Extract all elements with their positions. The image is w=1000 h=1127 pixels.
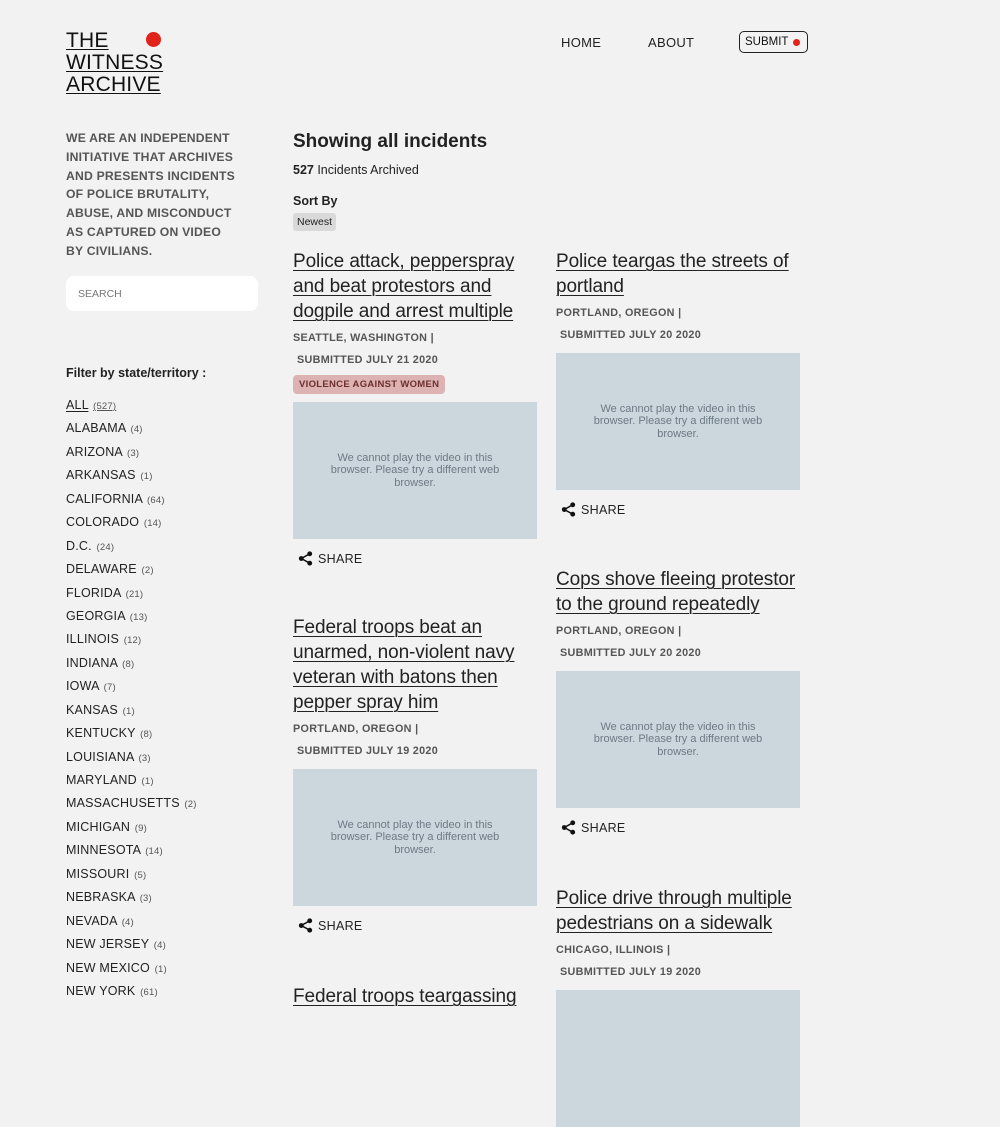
state-name: ILLINOIS [66,632,120,647]
state-count: (64) [147,494,165,506]
state-count: (1) [140,471,153,483]
video-message: We cannot play the video in this browser. Please try a different web browser. [593,402,763,440]
video-player[interactable] [293,769,537,906]
incident-location: PORTLAND, OREGON | [556,625,682,637]
logo-line-3: ARCHIVE [66,73,161,96]
share-icon [561,502,576,517]
state-name: KENTUCKY [66,726,136,741]
video-message: We cannot play the video in this browser. Please try a different web browser. [593,720,763,758]
submit-button[interactable] [739,31,808,53]
share-button[interactable] [561,820,800,835]
state-count: (4) [121,916,134,928]
share-icon [298,551,313,566]
video-player[interactable] [556,353,800,490]
state-name: NEW JERSEY [66,937,150,952]
state-filter-item[interactable] [66,586,197,609]
incident-date: SUBMITTED JULY 19 2020 [560,966,702,978]
logo-dot-icon [146,32,161,47]
share-button[interactable] [298,918,537,933]
state-name: ARKANSAS [66,468,136,483]
share-icon [298,918,313,933]
state-filter-item[interactable] [66,539,197,562]
state-name: IOWA [66,679,99,694]
state-count: (5) [134,869,147,881]
intro-text: WE ARE AN INDEPENDENT INITIATIVE THAT ARCHIVES AND PRESENTS INCIDENTS OF POLICE BRUTALITY, ABUSE, AND MISCONDUCT AS CAPTURED ON VIDEO BY CIVILIANS. [66,131,235,258]
state-name: MISSOURI [66,866,130,881]
state-count: (4) [130,424,143,436]
state-count: (12) [123,635,142,647]
state-name: COLORADO [66,515,140,530]
state-count: (3) [139,893,152,905]
sort-label: Sort By [293,194,338,208]
state-filter-item[interactable] [66,679,197,702]
incident-tag[interactable]: VIOLENCE AGAINST WOMEN [293,375,445,394]
state-filter-item[interactable] [66,421,197,444]
nav-about-link[interactable]: ABOUT [648,35,695,50]
state-filter-item[interactable] [66,937,197,960]
state-filter-item[interactable] [66,492,197,515]
state-filter-item[interactable] [66,773,197,796]
video-player[interactable] [293,402,537,539]
state-filter-item[interactable] [66,961,197,984]
logo-line-2: WITNESS [66,51,164,74]
incident-card [293,984,537,1009]
state-name: MASSACHUSETTS [66,796,180,811]
incident-title-link[interactable]: Cops shove fleeing protestor to the ground repeatedly [556,569,796,615]
share-button[interactable] [298,551,537,566]
state-name: MARYLAND [66,773,137,787]
incident-date: SUBMITTED JULY 19 2020 [297,745,439,757]
state-name: FLORIDA [66,585,121,600]
state-name: D.C. [66,538,92,553]
incident-count-number: 527 [293,163,314,177]
share-label: SHARE [581,502,626,517]
video-message: We cannot play the video in this browser. Please try a different web browser. [330,818,500,856]
video-player[interactable] [556,671,800,808]
state-name: KANSAS [66,702,118,717]
video-player[interactable] [556,990,800,1127]
state-count: (2) [141,565,154,577]
state-name: ALABAMA [66,421,126,436]
share-label: SHARE [581,820,626,835]
share-button[interactable] [561,502,800,517]
incident-location: SEATTLE, WASHINGTON | [293,332,434,344]
state-count: (24) [96,541,115,553]
state-filter-item[interactable] [66,843,197,866]
incident-title-link[interactable]: Federal troops teargassing [293,986,517,1007]
state-name: MICHIGAN [66,819,131,834]
incident-title-link[interactable]: Police attack, pepperspray and beat protestors and dogpile and arrest multiple [293,251,515,322]
state-filter-item[interactable] [66,632,197,655]
incident-title-link[interactable]: Police drive through multiple pedestrians on a sidewalk [556,888,792,934]
incident-date: SUBMITTED JULY 20 2020 [560,329,702,341]
share-label: SHARE [318,918,363,933]
submit-button-label: SUBMIT [745,36,789,48]
state-filter-item[interactable] [66,609,197,632]
incident-location: PORTLAND, OREGON | [293,723,419,735]
page-title: Showing all incidents [293,131,488,152]
incident-card [556,249,800,517]
state-filter-item[interactable] [66,914,197,937]
state-count: (8) [122,658,135,670]
state-count: (9) [134,822,148,834]
state-name: DELAWARE [66,562,137,577]
state-count: (61) [140,986,158,998]
state-filter-item[interactable] [66,820,197,843]
state-filter-item[interactable] [66,515,197,538]
submit-dot-icon [793,39,800,46]
state-count: (4) [153,940,166,952]
state-filter-item[interactable] [66,468,197,491]
state-name: GEORGIA [66,608,126,623]
state-name: NEW MEXICO [66,960,150,975]
state-filter-item[interactable] [66,562,197,585]
state-filter-list [66,398,197,1007]
state-filter-item[interactable] [66,445,197,468]
incident-date: SUBMITTED JULY 20 2020 [560,647,702,659]
state-count: (1) [122,705,135,717]
state-count: (1) [154,963,167,975]
state-name: ALL [66,398,89,412]
state-filter-item[interactable] [66,726,197,749]
logo-line-1: THE [66,29,109,52]
state-name: NEW YORK [66,983,136,998]
incident-card [293,249,537,566]
state-count: (14) [143,518,162,530]
state-name: CALIFORNIA [66,491,143,506]
state-filter-item[interactable] [66,796,197,819]
incident-card [556,567,800,835]
state-count: (3) [138,752,151,764]
state-count: (2) [184,799,197,811]
search-input[interactable] [66,276,258,311]
share-label: SHARE [318,551,363,566]
share-icon [561,820,576,835]
state-count: (3) [126,447,140,459]
incident-card [556,886,800,1127]
incident-count [293,163,419,177]
incident-location: PORTLAND, OREGON | [556,307,682,319]
state-filter-item[interactable] [66,703,197,726]
state-count: (13) [129,611,148,623]
incident-date: SUBMITTED JULY 21 2020 [297,354,439,366]
state-filter-item[interactable] [66,398,197,421]
incident-title-link[interactable]: Police teargas the streets of portland [556,251,789,297]
filter-heading: Filter by state/territory : [66,366,207,380]
state-count: (527) [93,401,117,412]
state-filter-item[interactable] [66,984,197,1007]
incident-title-link[interactable]: Federal troops beat an unarmed, non-violent navy veteran with batons then pepper spray him [293,617,515,713]
state-count: (1) [141,776,154,787]
state-name: LOUISIANA [66,749,134,764]
state-name: MINNESOTA [66,843,141,858]
state-name: ARIZONA [66,444,123,459]
state-filter-item[interactable] [66,890,197,913]
nav-home-link[interactable]: HOME [561,35,602,50]
video-message: We cannot play the video in this browser. Please try a different web browser. [330,451,500,489]
state-filter-item[interactable] [66,750,197,773]
incident-count-label: Incidents Archived [313,163,419,177]
state-name: NEBRASKA [66,890,135,905]
state-filter-item[interactable] [66,867,197,890]
state-name: INDIANA [66,655,118,670]
state-name: NEVADA [66,913,117,928]
incident-location: CHICAGO, ILLINOIS | [556,944,671,956]
state-filter-item[interactable] [66,656,197,679]
state-count: (21) [125,588,144,600]
state-count: (7) [103,682,116,694]
state-count: (8) [140,729,153,741]
incident-card [293,615,537,933]
sort-newest-button[interactable]: Newest [293,213,336,231]
state-count: (14) [145,846,163,858]
